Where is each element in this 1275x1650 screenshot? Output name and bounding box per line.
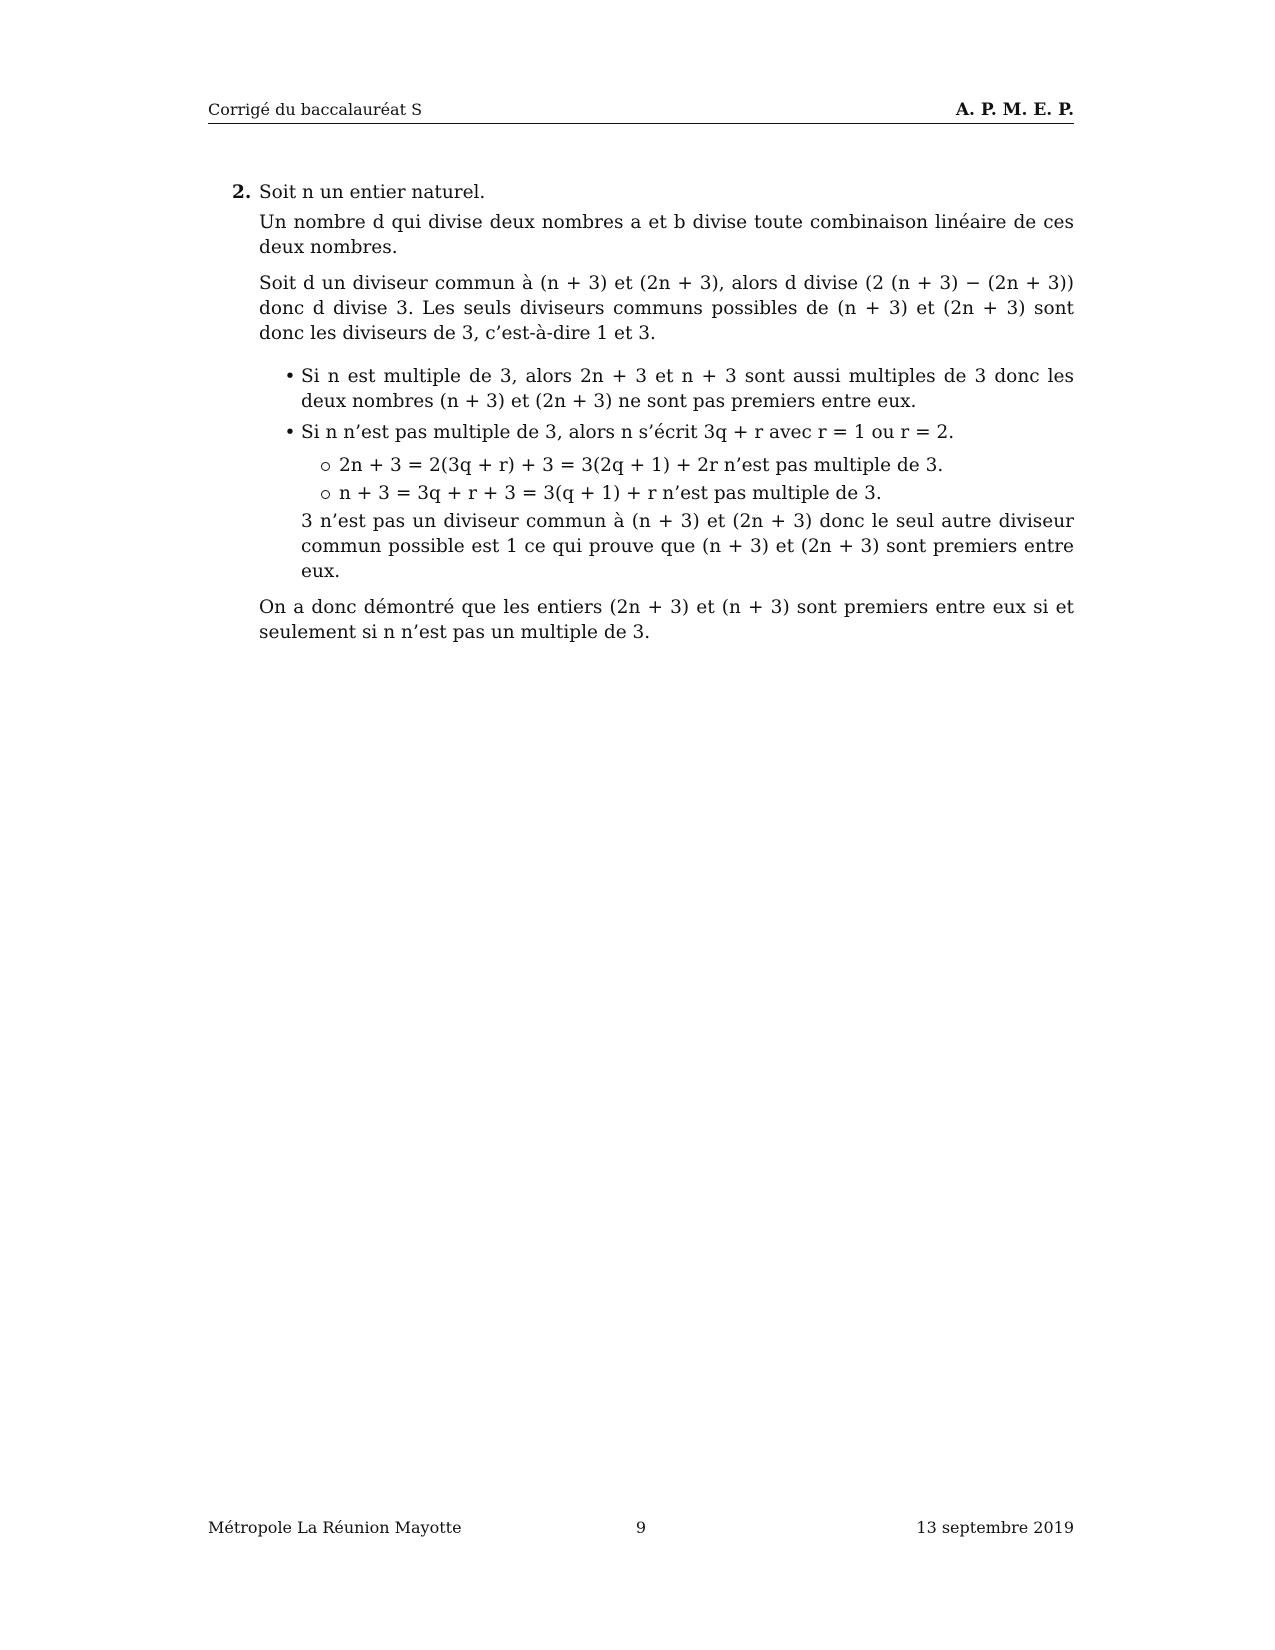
case-conclusion: 3 n’est pas un diviseur commun à (n + 3) et (2n + 3) donc le seul autre diviseur commun possible est 1 ce qui prouve que (n + 3) et (2n + 3) sont premiers entre eux. — [301, 511, 1074, 582]
list-item — [283, 364, 1074, 414]
sub-item-text: 2n + 3 = 2(3q + r) + 3 = 3(2q + 1) + 2r n’est pas multiple de 3. — [339, 455, 944, 476]
circle-bullet-icon — [321, 462, 330, 471]
lemma-paragraph: Un nombre d qui divise deux nombres a et b divise toute combinaison linéaire de ces deux nombres. — [259, 212, 1074, 258]
footer-location: Métropole La Réunion Mayotte — [208, 1518, 462, 1537]
case-not-multiple-text: Si n n’est pas multiple de 3, alors n s’écrit 3q + r avec r = 1 ou r = 2. — [301, 422, 955, 443]
bullet-icon: • — [284, 422, 296, 443]
exercise-item — [232, 180, 1074, 656]
sub-item-text: n + 3 = 3q + r + 3 = 3(q + 1) + r n’est pas multiple de 3. — [339, 483, 882, 504]
case-multiple-text: Si n est multiple de 3, alors 2n + 3 et n + 3 sont aussi multiples de 3 donc les deux nombres (n + 3) et (2n + 3) ne sont pas premiers entre eux. — [301, 366, 1074, 412]
item-body — [259, 180, 1074, 656]
page-number: 9 — [635, 1518, 647, 1537]
circle-bullet-icon — [321, 490, 330, 499]
sub-list — [301, 453, 1074, 506]
page-content — [232, 180, 1074, 656]
bullet-icon: • — [284, 366, 296, 387]
list-item — [321, 481, 1074, 506]
page-footer — [208, 1518, 1074, 1537]
header-org: A. P. M. E. P. — [955, 100, 1074, 120]
item-number: 2. — [232, 182, 252, 203]
list-item — [321, 453, 1074, 478]
divisor-paragraph: Soit d un diviseur commun à (n + 3) et (2n + 3), alors d divise (2 (n + 3) − (2n + 3)) donc d divise 3. Les seuls diviseurs communs possibles de (n + 3) et (2n + 3) sont donc les diviseurs de 3, c’est-à-dire 1 et 3. — [259, 273, 1074, 344]
list-item — [283, 420, 1074, 584]
footer-date: 13 septembre 2019 — [916, 1518, 1074, 1537]
case-list — [259, 364, 1074, 584]
page-header — [208, 100, 1074, 124]
final-conclusion: On a donc démontré que les entiers (2n + 3) et (n + 3) sont premiers entre eux si et seulement si n n’est pas un multiple de 3. — [259, 597, 1074, 643]
header-title: Corrigé du baccalauréat S — [208, 100, 423, 119]
intro-paragraph: Soit n un entier naturel. — [259, 182, 486, 203]
